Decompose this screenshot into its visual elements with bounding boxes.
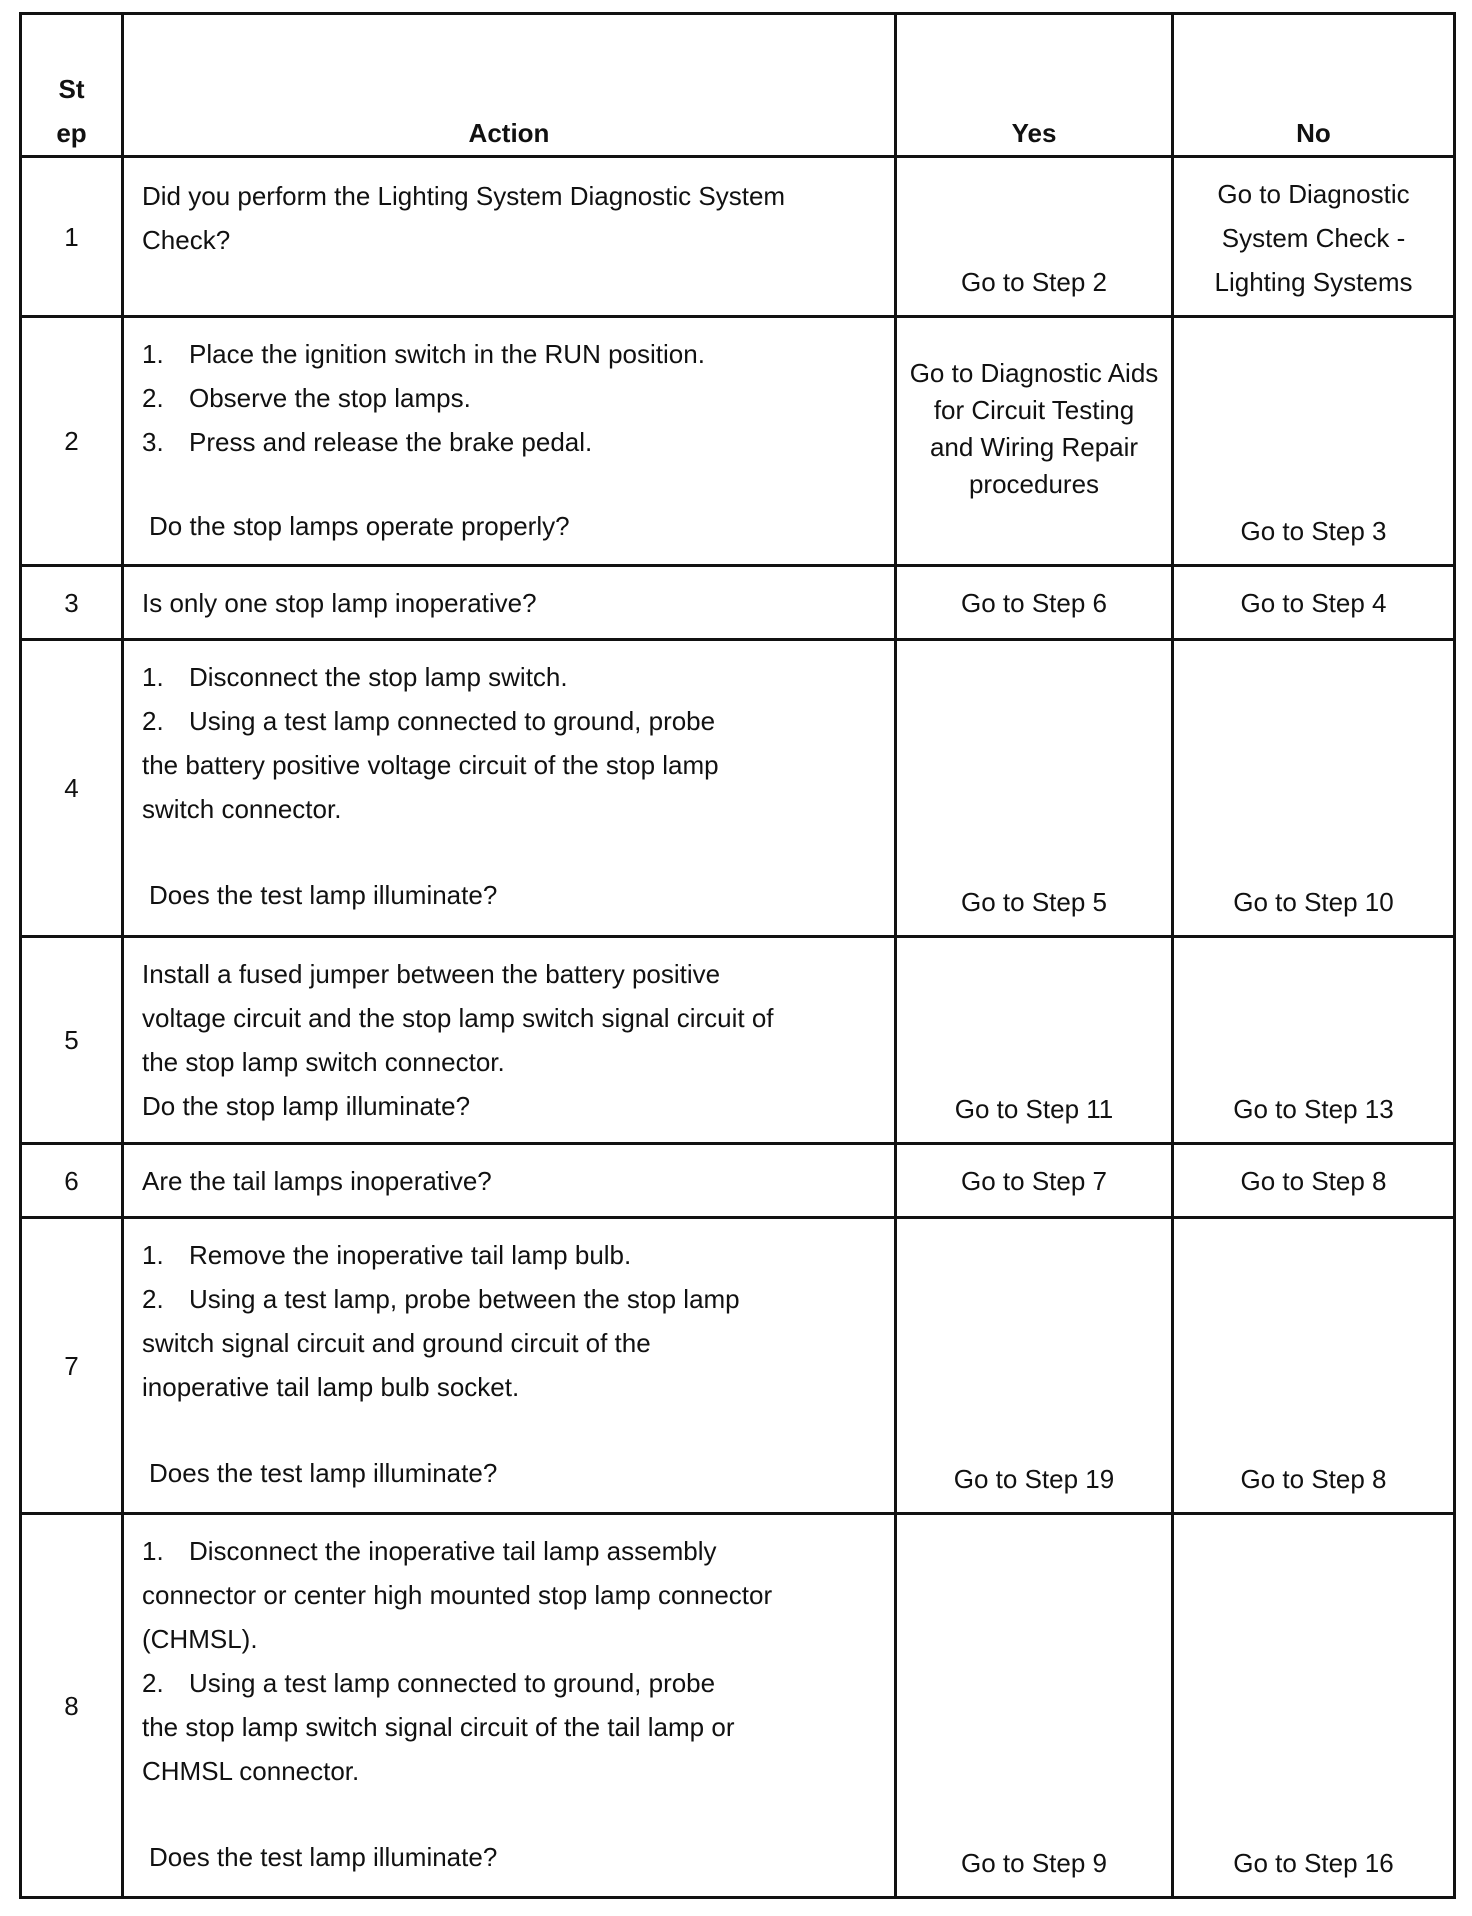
action-line: Did you perform the Lighting System Diagnostic System bbox=[142, 181, 786, 211]
step-number: 3 bbox=[21, 566, 123, 640]
table-row bbox=[21, 640, 1455, 937]
no-cell: Go to Step 3 bbox=[1173, 317, 1455, 566]
action-list-item bbox=[142, 1529, 878, 1573]
yes-cell: Go to Step 2 bbox=[896, 157, 1173, 317]
list-text: Disconnect the stop lamp switch. bbox=[189, 662, 568, 692]
action-line: connector or center high mounted stop lamp connector bbox=[142, 1580, 773, 1610]
no-line: Go to Diagnostic bbox=[1217, 179, 1410, 209]
step-number: 4 bbox=[21, 640, 123, 937]
action-list-item bbox=[142, 699, 878, 743]
action-line: voltage circuit and the stop lamp switch signal circuit of bbox=[142, 1003, 774, 1033]
yes-cell bbox=[896, 317, 1173, 566]
yes-cell: Go to Step 7 bbox=[896, 1144, 1173, 1218]
step-number: 6 bbox=[21, 1144, 123, 1218]
diagnostic-table bbox=[19, 12, 1456, 1899]
action-line: the battery positive voltage circuit of the stop lamp bbox=[142, 750, 719, 780]
no-line: Lighting Systems bbox=[1214, 267, 1413, 297]
list-number: 1. bbox=[142, 339, 164, 369]
action-list-item bbox=[142, 376, 878, 420]
table-header-row bbox=[21, 14, 1455, 157]
no-cell: Go to Step 8 bbox=[1173, 1144, 1455, 1218]
action-cell bbox=[123, 640, 896, 937]
action-cell bbox=[123, 157, 896, 317]
action-cell: Are the tail lamps inoperative? bbox=[123, 1144, 896, 1218]
list-number: 2. bbox=[142, 1284, 164, 1314]
step-number: 8 bbox=[21, 1514, 123, 1898]
action-line: inoperative tail lamp bulb socket. bbox=[142, 1372, 520, 1402]
list-text: Using a test lamp connected to ground, probe bbox=[189, 706, 716, 736]
table-row bbox=[21, 157, 1455, 317]
yes-line: procedures bbox=[968, 469, 1100, 499]
header-step-part-2: ep bbox=[56, 118, 87, 148]
no-cell: Go to Step 8 bbox=[1173, 1218, 1455, 1514]
action-cell bbox=[123, 1218, 896, 1514]
action-cell bbox=[123, 937, 896, 1144]
action-cell bbox=[123, 1514, 896, 1898]
yes-line: Go to Diagnostic Aids bbox=[909, 358, 1159, 388]
table-row bbox=[21, 566, 1455, 640]
action-list-item bbox=[142, 655, 878, 699]
list-number: 2. bbox=[142, 706, 164, 736]
yes-cell: Go to Step 11 bbox=[896, 937, 1173, 1144]
action-question: Does the test lamp illuminate? bbox=[149, 1842, 498, 1872]
action-line: (CHMSL). bbox=[142, 1624, 258, 1654]
list-text: Disconnect the inoperative tail lamp assembly bbox=[189, 1536, 717, 1566]
list-number: 1. bbox=[142, 662, 164, 692]
list-number: 1. bbox=[142, 1536, 164, 1566]
header-step bbox=[21, 14, 123, 157]
yes-cell: Go to Step 5 bbox=[896, 640, 1173, 937]
step-number: 1 bbox=[21, 157, 123, 317]
action-line: Check? bbox=[142, 225, 231, 255]
list-number: 1. bbox=[142, 1240, 164, 1270]
yes-cell: Go to Step 6 bbox=[896, 566, 1173, 640]
action-line: switch signal circuit and ground circuit of the bbox=[142, 1328, 651, 1358]
action-line: the stop lamp switch signal circuit of the tail lamp or bbox=[142, 1712, 735, 1742]
action-list-item bbox=[142, 1233, 878, 1277]
no-line: System Check - bbox=[1221, 223, 1406, 253]
action-question: Do the stop lamps operate properly? bbox=[149, 511, 570, 541]
list-text: Using a test lamp connected to ground, probe bbox=[189, 1668, 716, 1698]
no-cell: Go to Step 4 bbox=[1173, 566, 1455, 640]
no-cell: Go to Step 16 bbox=[1173, 1514, 1455, 1898]
action-line: Do the stop lamp illuminate? bbox=[142, 1091, 471, 1121]
action-list-item bbox=[142, 420, 878, 464]
yes-line: and Wiring Repair bbox=[929, 432, 1139, 462]
step-number: 7 bbox=[21, 1218, 123, 1514]
list-number: 3. bbox=[142, 427, 164, 457]
action-list-item bbox=[142, 1277, 878, 1321]
table-row bbox=[21, 1218, 1455, 1514]
no-cell: Go to Step 10 bbox=[1173, 640, 1455, 937]
action-list-item bbox=[142, 1661, 878, 1705]
table-row bbox=[21, 1514, 1455, 1898]
list-text: Using a test lamp, probe between the stop lamp bbox=[189, 1284, 740, 1314]
list-number: 2. bbox=[142, 383, 164, 413]
table-row bbox=[21, 937, 1455, 1144]
list-text: Press and release the brake pedal. bbox=[189, 427, 593, 457]
yes-cell: Go to Step 19 bbox=[896, 1218, 1173, 1514]
step-number: 2 bbox=[21, 317, 123, 566]
list-text: Remove the inoperative tail lamp bulb. bbox=[189, 1240, 632, 1270]
table-row bbox=[21, 1144, 1455, 1218]
action-question: Does the test lamp illuminate? bbox=[149, 880, 498, 910]
header-action: Action bbox=[123, 14, 896, 157]
step-number: 5 bbox=[21, 937, 123, 1144]
action-list-item bbox=[142, 332, 878, 376]
list-text: Observe the stop lamps. bbox=[189, 383, 471, 413]
no-cell: Go to Step 13 bbox=[1173, 937, 1455, 1144]
action-line: the stop lamp switch connector. bbox=[142, 1047, 505, 1077]
action-line: switch connector. bbox=[142, 794, 342, 824]
header-step-part-1: St bbox=[58, 74, 85, 104]
list-number: 2. bbox=[142, 1668, 164, 1698]
yes-line: for Circuit Testing bbox=[933, 395, 1135, 425]
yes-cell: Go to Step 9 bbox=[896, 1514, 1173, 1898]
action-cell bbox=[123, 317, 896, 566]
table-row bbox=[21, 317, 1455, 566]
action-line: CHMSL connector. bbox=[142, 1756, 360, 1786]
action-line: Install a fused jumper between the battery positive bbox=[142, 959, 721, 989]
action-cell: Is only one stop lamp inoperative? bbox=[123, 566, 896, 640]
action-question: Does the test lamp illuminate? bbox=[149, 1458, 498, 1488]
list-text: Place the ignition switch in the RUN position. bbox=[189, 339, 705, 369]
header-no: No bbox=[1173, 14, 1455, 157]
no-cell bbox=[1173, 157, 1455, 317]
header-yes: Yes bbox=[896, 14, 1173, 157]
